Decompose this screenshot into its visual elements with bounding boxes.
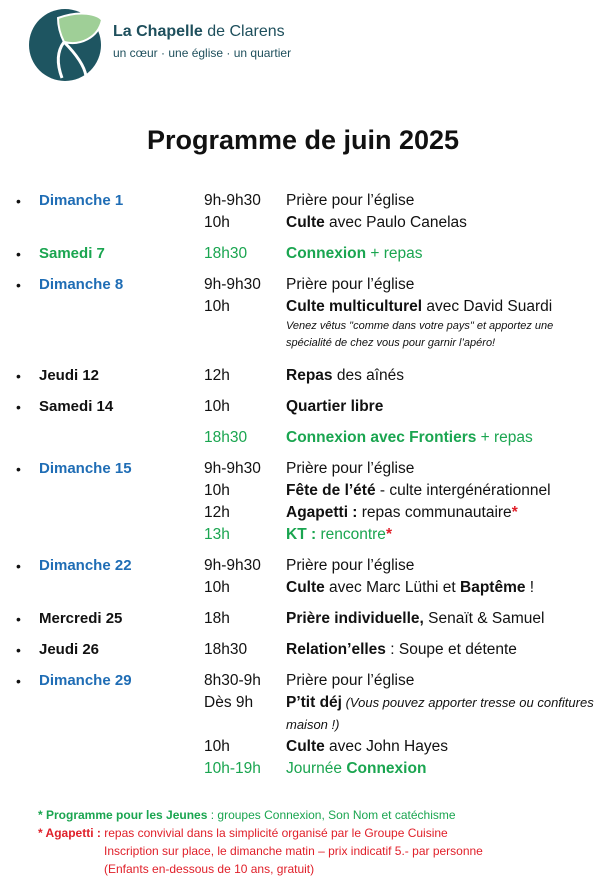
activity-star: * (511, 504, 518, 521)
activity-activity: Prière pour l’église (286, 460, 415, 477)
schedule-row (204, 365, 606, 387)
row-time: 10h (204, 579, 230, 596)
row-activity (286, 243, 596, 265)
program-day: Jeudi 12 (39, 367, 100, 384)
activity-bold: Connexion avec Frontiers (286, 429, 477, 446)
activity-rest: avec Paulo Canelas (324, 214, 467, 231)
org-name: La Chapelle de Clarens (113, 23, 285, 40)
row-time: 9h-9h30 (204, 276, 261, 293)
footnote-agapetti: * Agapetti : repas convivial dans la simplicité organisé par le Groupe Cuisine (38, 826, 448, 840)
activity-bold: Quartier libre (286, 398, 384, 415)
row-time: 10h (204, 482, 230, 499)
footnote-agapetti-line2: Inscription sur place, le dimanche matin – prix indicatif 5.- par personne (104, 844, 483, 858)
footnote-youth: * Programme pour les Jeunes : groupes Connexion, Son Nom et catéchisme (38, 808, 456, 822)
activity-italic: (Vous pouvez apporter tresse ou confitures maison !) (286, 695, 594, 732)
activity-rest: : Soupe et détente (385, 641, 517, 658)
bullet-icon: • (16, 558, 21, 574)
bullet-icon: • (16, 246, 21, 262)
row-activity (286, 365, 596, 387)
row-time: 12h (204, 367, 230, 384)
program-day: Dimanche 15 (39, 460, 132, 477)
header (28, 6, 328, 82)
program-day: Dimanche 22 (39, 557, 132, 574)
activity-rest: avec David Suardi (422, 298, 553, 315)
schedule-row (204, 274, 606, 296)
schedule-row (204, 427, 606, 449)
activity-activity: Prière pour l’église (286, 192, 415, 209)
row-time: 12h (204, 504, 230, 521)
bullet-icon: • (16, 368, 21, 384)
activity-bold: Culte (286, 579, 325, 596)
program-day: Samedi 7 (39, 245, 105, 262)
program-entry (0, 639, 606, 661)
row-time: 10h (204, 298, 230, 315)
activity-bold2: Baptême (460, 579, 526, 596)
activity-bold: P’tit déj (286, 694, 342, 711)
schedule-row (204, 502, 606, 524)
activity-bold: Connexion (286, 245, 367, 262)
row-activity (286, 639, 596, 661)
program-entry (0, 243, 606, 265)
bullet-icon: • (16, 642, 21, 658)
activity-rest: des aînés (332, 367, 405, 384)
program-day: Dimanche 29 (39, 672, 132, 689)
activity-bold: Culte (286, 214, 325, 231)
bullet-icon: • (16, 193, 21, 209)
schedule-row (204, 736, 606, 758)
activity-bold2: Connexion (346, 760, 427, 777)
schedule-row (204, 577, 606, 599)
row-activity (286, 736, 596, 758)
activity-bold: Relation’elles (286, 641, 386, 658)
program-entry (0, 274, 606, 356)
footnote-agapetti-line3: (Enfants en-dessous de 10 ans, gratuit) (104, 862, 315, 876)
program-entry (0, 427, 606, 449)
row-activity (286, 524, 596, 546)
schedule-row (204, 758, 606, 780)
activity-bold: Agapetti : (286, 504, 358, 521)
activity-rest: avec John Hayes (324, 738, 448, 755)
activity-bold: Repas (286, 367, 333, 384)
row-activity (286, 190, 596, 212)
activity-rest: repas communautaire (357, 504, 512, 521)
schedule-row (204, 212, 606, 234)
schedule-row (204, 458, 606, 480)
row-time: 18h30 (204, 429, 248, 446)
activity-bold: Prière individuelle, (286, 610, 424, 627)
program-entry (0, 190, 606, 234)
program-entry (0, 458, 606, 546)
activity-rest: Senaït & Samuel (423, 610, 545, 627)
program-entry (0, 555, 606, 599)
row-activity (286, 608, 596, 630)
schedule-row (204, 670, 606, 692)
schedule-row (204, 190, 606, 212)
activity-rest: - culte intergénérationnel (375, 482, 551, 499)
program-entry (0, 396, 606, 418)
activity-rest: avec Marc Lüthi et (324, 579, 461, 596)
row-activity (286, 396, 596, 418)
row-activity (286, 212, 596, 234)
activity-bold: Culte (286, 738, 325, 755)
row-time: 10h (204, 398, 230, 415)
row-activity (286, 502, 596, 524)
schedule-row (204, 396, 606, 418)
leaf-logo-icon (28, 6, 106, 82)
row-time: 13h (204, 526, 230, 543)
schedule-row (204, 608, 606, 630)
page-title: Programme de juin 2025 (146, 125, 460, 155)
activity-rest: + repas (476, 429, 533, 446)
activity-bold: KT : (286, 526, 317, 543)
activity-rest: + repas (366, 245, 423, 262)
row-activity (286, 555, 596, 577)
schedule-row (204, 480, 606, 502)
schedule-row (204, 555, 606, 577)
program-entry (0, 670, 606, 780)
program-day: Mercredi 25 (39, 610, 123, 627)
bullet-icon: • (16, 673, 21, 689)
footnotes (38, 806, 598, 878)
bullet-icon: • (16, 399, 21, 415)
schedule-row (204, 296, 606, 318)
activity-rest: Journée (286, 760, 347, 777)
row-time: 10h (204, 738, 230, 755)
row-time: 18h (204, 610, 230, 627)
row-time: 9h-9h30 (204, 557, 261, 574)
row-activity (286, 480, 596, 502)
row-time: 18h30 (204, 641, 248, 658)
row-time: 18h30 (204, 245, 248, 262)
row-time: 9h-9h30 (204, 460, 261, 477)
row-time: 10h (204, 214, 230, 231)
activity-note: Venez vêtus "comme dans votre pays" et apportez une spécialité de chez vous pour garnir l’apéro! (286, 320, 554, 349)
schedule-row (204, 692, 606, 736)
program-day: Dimanche 8 (39, 276, 124, 293)
activity-rest2: ! (525, 579, 535, 596)
row-activity (286, 458, 596, 480)
activity-rest: rencontre (316, 526, 386, 543)
row-activity (286, 758, 596, 780)
row-activity (286, 274, 596, 296)
program-entry (0, 365, 606, 387)
row-time: 10h-19h (204, 760, 261, 777)
row-activity (286, 670, 596, 692)
schedule-row (204, 639, 606, 661)
row-activity (286, 296, 596, 318)
row-time: 8h30-9h (204, 672, 261, 689)
program-entry (0, 608, 606, 630)
schedule-row (204, 243, 606, 265)
row-activity (286, 427, 596, 449)
bullet-icon: • (16, 461, 21, 477)
program-day: Dimanche 1 (39, 192, 124, 209)
program-day: Jeudi 26 (39, 641, 100, 658)
row-activity (286, 692, 596, 736)
activity-star: * (385, 526, 392, 543)
row-time: Dès 9h (204, 694, 254, 711)
bullet-icon: • (16, 611, 21, 627)
schedule-row (204, 524, 606, 546)
row-activity (286, 577, 596, 599)
program-list (0, 190, 606, 789)
row-time: 9h-9h30 (204, 192, 261, 209)
activity-activity: Prière pour l’église (286, 276, 415, 293)
tagline: un cœur · une église · un quartier (113, 46, 292, 60)
program-day: Samedi 14 (39, 398, 114, 415)
activity-bold: Culte multiculturel (286, 298, 423, 315)
activity-activity: Prière pour l’église (286, 557, 415, 574)
activity-bold: Fête de l’été (286, 482, 376, 499)
activity-activity: Prière pour l’église (286, 672, 415, 689)
bullet-icon: • (16, 277, 21, 293)
